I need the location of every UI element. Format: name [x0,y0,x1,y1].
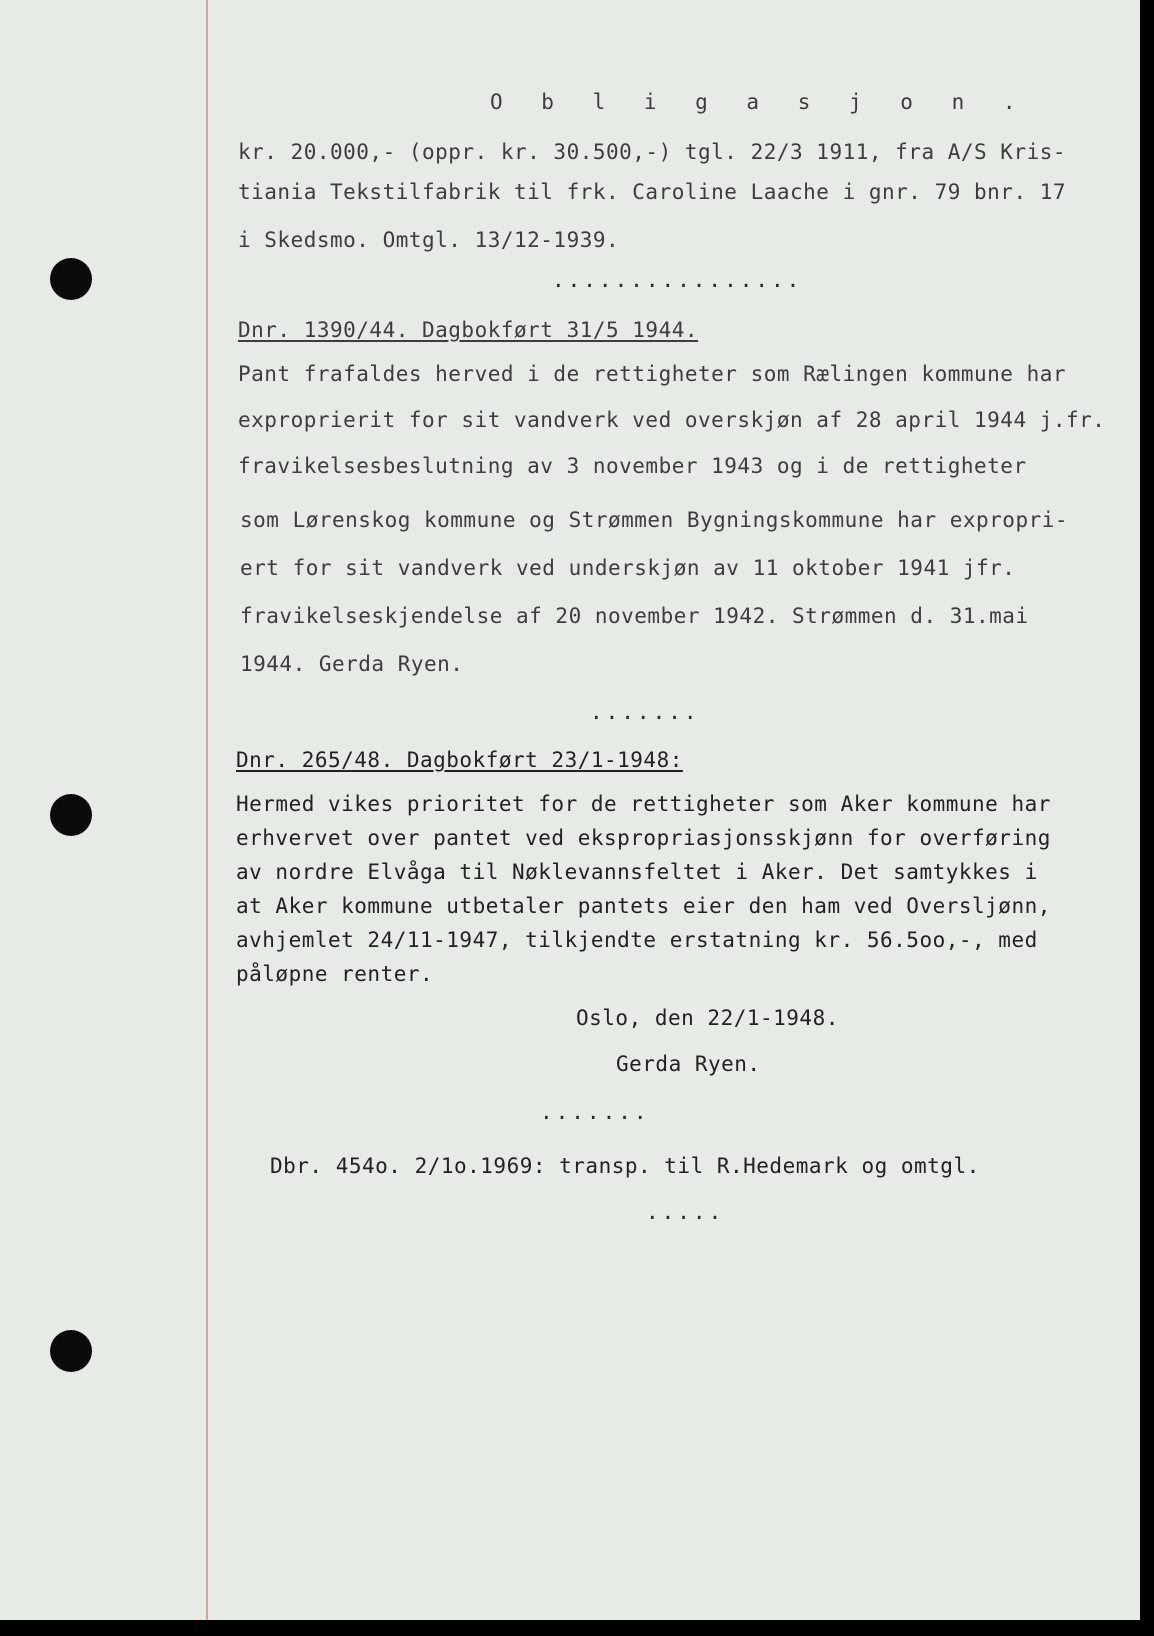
signature-name: Gerda Ryen. [616,1052,761,1076]
entry-line: Hermed vikes prioritet for de rettigheter som Aker kommune har [236,792,1051,816]
place-date: Oslo, den 22/1-1948. [576,1006,839,1030]
punch-hole-top [50,258,92,300]
transfer-line: Dbr. 454o. 2/1o.1969: transp. til R.Hedemark og omtgl. [270,1154,980,1178]
obligation-line: tiania Tekstilfabrik til frk. Caroline Laache i gnr. 79 bnr. 17 [238,180,1067,204]
entry-line: at Aker kommune utbetaler pantets eier den ham ved Overslјønn, [236,894,1051,918]
entry-line: fravikelseskjendelse af 20 november 1942. Strømmen d. 31.mai [240,604,1029,628]
separator-dots: ....... [590,700,700,724]
entry-heading: Dnr. 265/48. Dagbokført 23/1-1948: [236,748,683,772]
entry-line: Pant frafaldes herved i de rettigheter som Rælingen kommune har [238,362,1067,386]
separator-dots: ....... [540,1100,650,1124]
separator-dots: ................ [552,268,803,292]
entry-line: erhvervet over pantet ved ekspropriasjonsskjønn for overføring [236,826,1051,850]
obligation-line: kr. 20.000,- (oppr. kr. 30.500,-) tgl. 22/3 1911, fra A/S Kris- [238,140,1067,164]
margin-rule [206,0,208,1620]
punch-hole-bottom [50,1330,92,1372]
obligation-line: i Skedsmo. Omtgl. 13/12-1939. [238,228,620,252]
entry-line: exproprierit for sit vandverk ved overskjøn af 28 april 1944 j.fr. [238,408,1106,432]
document-title: O b l i g a s j o n . [490,90,1029,114]
entry-line: påløpne renter. [236,962,434,986]
entry-line: avhjemlet 24/11-1947, tilkjendte erstatning kr. 56.5oo,-, med [236,928,1038,952]
entry-heading: Dnr. 1390/44. Dagbokført 31/5 1944. [238,318,699,342]
entry-line: av nordre Elvåga til Nøklevannsfeltet i Aker. Det samtykkes i [236,860,1038,884]
entry-line: ert for sit vandverk ved underskjøn av 11 oktober 1941 jfr. [240,556,1016,580]
separator-dots: ..... [646,1200,725,1224]
entry-line: fravikelsesbeslutning av 3 november 1943 og i de rettigheter [238,454,1027,478]
punch-hole-middle [50,794,92,836]
entry-line: som Lørenskog kommune og Strømmen Bygningskommune har expropri- [240,508,1069,532]
entry-line: 1944. Gerda Ryen. [240,652,464,676]
